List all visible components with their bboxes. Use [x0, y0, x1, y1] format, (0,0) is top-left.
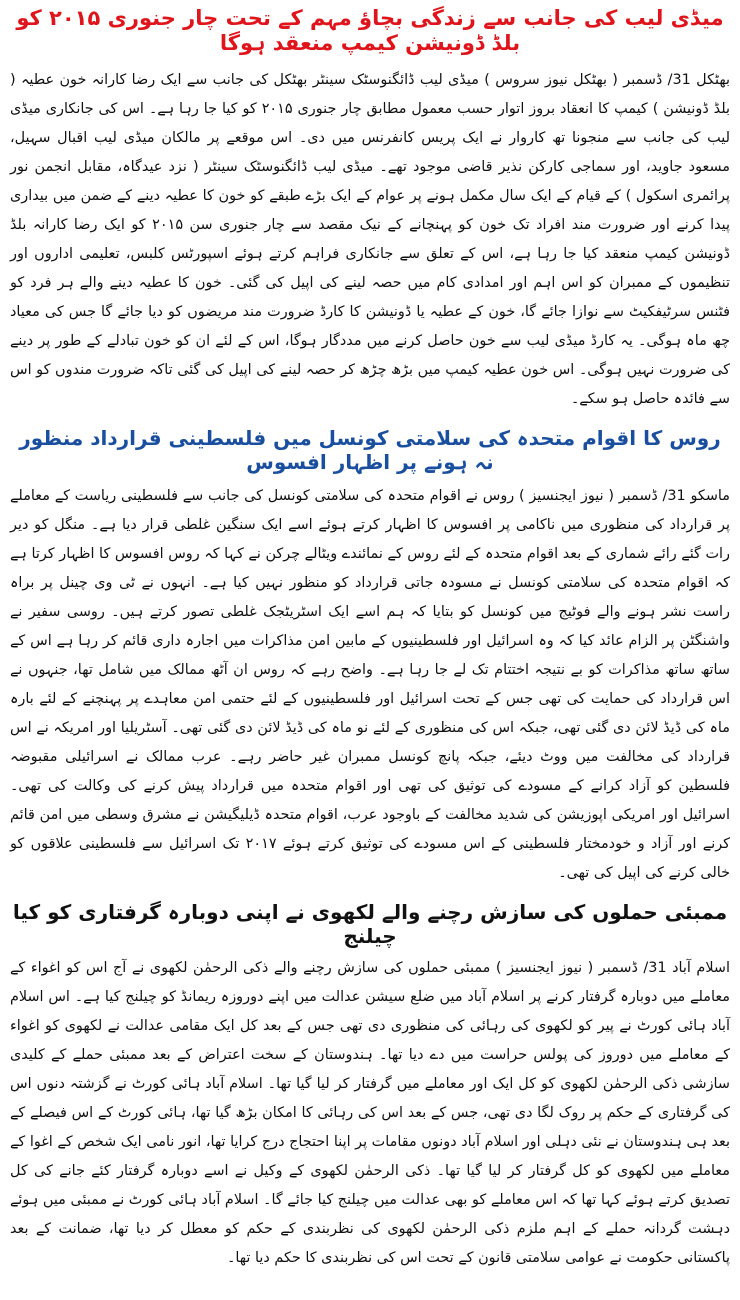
- article-body-lakhvi-challenge: اسلام آباد 31/ ڈسمبر ( نیوز ایجنسیز ) ممبئی حملوں کی سازش رچنے والے ذکی الرحمٰن لکھوی نے آج اس کو اغواء کے معاملے میں دوبارہ گرفتار کرنے پر اسلام آباد میں ضلع سیشن عدالت میں اپنے دوروزہ ریمانڈ کو چیلنج کیا ہے۔ اس اسلام آباد ہائی کورٹ نے پیر کو لکھوی کی رہائی کی منظوری دی تھی جس کے بعد کل ایک مقامی عدالت نے لکھوی کو اغواء کے معاملے میں دوروز کی پولس حراست میں دے دیا تھا۔ ہندوستان کے سخت اعتراض کے بعد ممبئی حملے کے کلیدی سازشی ذکی الرحمٰن لکھوی کو کل ایک اور معاملے میں گرفتار کر لیا گیا تھا۔ اسلام آباد ہائی کورٹ نے گزشتہ دنوں اس کی گرفتاری کے حکم پر روک لگا دی تھی، جس کے بعد اس کی رہائی کا امکان بڑھ گیا تھا، ہائی کورٹ کے اس فیصلے کے بعد ہی ہندوستان نے نئی دہلی اور اسلام آباد دونوں مقامات پر اپنا احتجاج درج کرایا تھا، انور نامی ایک شخص کے اغوا کے معاملے میں لکھوی کو کل گرفتار کر لیا گیا تھا۔ ذکی الرحمٰن لکھوی کے وکیل نے اسے دوبارہ گرفتار کئے جانے کی کل تصدیق کرتے ہوئے کہا تھا کہ اس معاملے کو بھی عدالت میں چیلنج کیا جائے گا۔ اسلام آباد ہائی کورٹ نے ممبئی میں ہوئے دہشت گردانہ حملے کے اہم ملزم ذکی الرحمٰن لکھوی کی نظربندی کے حکم کو معطل کر دیا تھا، ضمانت کے بعد پاکستانی حکومت نے عوامی سلامتی قانون کے تحت اس کی نظربندی کا حکم دیا تھا۔: [9, 960, 730, 1267]
- article-lakhvi-challenge: [10, 896, 730, 1273]
- article-russia-un-resolution: [10, 422, 730, 888]
- article-blood-donation-camp: [10, 4, 730, 414]
- article-body-russia-un-resolution: ماسکو 31/ ڈسمبر ( نیوز ایجنسیز ) روس نے اقوام متحدہ کی سلامتی کونسل کی جانب سے فلسطینی ریاست کے معاملے پر قرارداد کی منظوری میں ناکامی پر افسوس کا اظہار کرتے ہوئے اسے ایک سنگین غلطی قرار دیا ہے۔ منگل کو دیر رات گئے رائے شماری کے بعد اقوام متحدہ کے لئے روس کے نمائندے ویٹالے چرکن نے کہا کہ روس افسوس کا اظہار کرتا ہے کہ اقوام متحدہ کی سلامتی کونسل نے مسودہ جاتی قرارداد کو منظور نہیں کیا ہے۔ انہوں نے ٹی وی چینل پر براہ راست نشر ہونے والے فوٹیج میں کونسل کو بتایا کہ ہم اسے ایک اسٹریٹجک غلطی تصور کرتے ہیں۔ روسی سفیر نے واشنگٹن پر الزام عائد کیا کہ وہ اسرائیل اور فلسطینیوں کے مابین امن مذاکرات میں اجارہ داری قائم کر رہا ہے اس کے ساتھ ساتھ مذاکرات کو بے نتیجہ اختتام تک لے جا رہا ہے۔ واضح رہے کہ روس ان آٹھ ممالک میں شامل تھا، جنہوں نے اس قرارداد کی حمایت کی تھی جس کے تحت اسرائیل اور فلسطینیوں کے لئے حتمی امن معاہدے پر پہنچنے کے لئے بارہ ماہ کی ڈیڈ لائن دی گئی تھی، جبکہ اس کی منظوری کے لئے نو ماہ کی ڈیڈ لائن دی گئی تھی۔ آسٹریلیا اور امریکہ نے اس قرارداد کی مخالفت میں ووٹ دیئے، جبکہ پانچ کونسل ممبران غیر حاضر رہے۔ عرب ممالک نے اسرائیلی مقبوضہ فلسطین کو آزاد کرانے کے مسودے کی توثیق کی تھی اور اقوام متحدہ میں قرارداد پیش کرنے کی وکالت کی تھی۔ اسرائیل اور امریکی اپوزیشن کی شدید مخالفت کے باوجود عرب، اقوام متحدہ ڈیلیگیشن نے مشرق وسطی میں امن قائم کرنے اور آزاد و خودمختار فلسطینی کے اس مسودے کی توثیق کرتے ہوئے ۲۰۱۷ تک اسرائیل سے فلسطینی علاقوں کو خالی کرنے کی اپیل کی تھی۔: [10, 488, 731, 882]
- article-body-blood-donation-camp: بھٹکل 31/ ڈسمبر ( بھٹکل نیوز سروس ) میڈی لیب ڈائگنوسٹک سینٹر بھٹکل کی جانب سے ایک رضا کارانہ خون عطیہ ( بلڈ ڈونیشن ) کیمپ کا انعقاد بروز اتوار حسب معمول مطابق چار جنوری ۲۰۱۵ کو کیا جا رہا ہے۔ اس کی جانکاری میڈی لیب کی جانب سے منجونا تھ کاروار نے ایک پریس کانفرنس میں دی۔ اس موقعے پر مالکان میڈی لیب اقبال سہیل، مسعود جاوید، اور سماجی کارکن نذیر قاضی موجود تھے۔ میڈی لیب ڈائگنوسٹک سینٹر ( نزد عیدگاہ، مقابل انجمن نور پرائمری اسکول ) کے قیام کے ایک سال مکمل ہونے پر عوام کے ایک بڑے طبقے کو خون کا عطیہ دینے کے ضمن میں بیداری پیدا کرنے اور ضرورت مند افراد تک خون کو پہنچانے کے نیک مقصد سے چار جنوری سن ۲۰۱۵ کو ایک رضا کارانہ بلڈ ڈونیشن کیمپ منعقد کیا جا رہا ہے، اس کے تعلق سے جانکاری فراہم کرتے ہوئے اسپورٹس کلبس، تعلیمی اداروں اور تنظیموں کے ممبران کو اس اہم اور امدادی کام میں حصہ لینے کی اپیل کی گئی۔ خون کا عطیہ دینے والے ہر فرد کو فٹنس سرٹیفکیٹ سے نوازا جائے گا، خون کے عطیہ یا ڈونیشن کا کارڈ ضرورت مند مریضوں کو دیا جائے گا جس کی معیاد چھ ماہ ہوگی۔ یہ کارڈ میڈی لیب سے خون حاصل کرنے میں مددگار ہوگا، اس کے لئے ان کو خون تبادلے کے طور پر دینے کی ضرورت نہیں ہوگی۔ اس خون عطیہ کیمپ میں بڑھ چڑھ کر حصہ لینے کی اپیل کی گئی تاکہ ضرورت مندوں کو اس سے فائدہ حاصل ہو سکے۔: [10, 72, 730, 408]
- headline-russia-un-resolution: روس کا اقوام متحدہ کی سلامتی کونسل میں فلسطینی قرارداد منظور نہ ہونے پر اظہار افسوس: [19, 426, 721, 475]
- headline-blood-donation-camp: میڈی لیب کی جانب سے زندگی بچاؤ مہم کے تحت چار جنوری ۲۰۱۵ کو بلڈ ڈونیشن کیمپ منعقد ہوگا: [16, 6, 724, 56]
- headline-lakhvi-challenge: ممبئی حملوں کی سازش رچنے والے لکھوی نے اپنی دوبارہ گرفتاری کو کیا چیلنج: [12, 900, 728, 949]
